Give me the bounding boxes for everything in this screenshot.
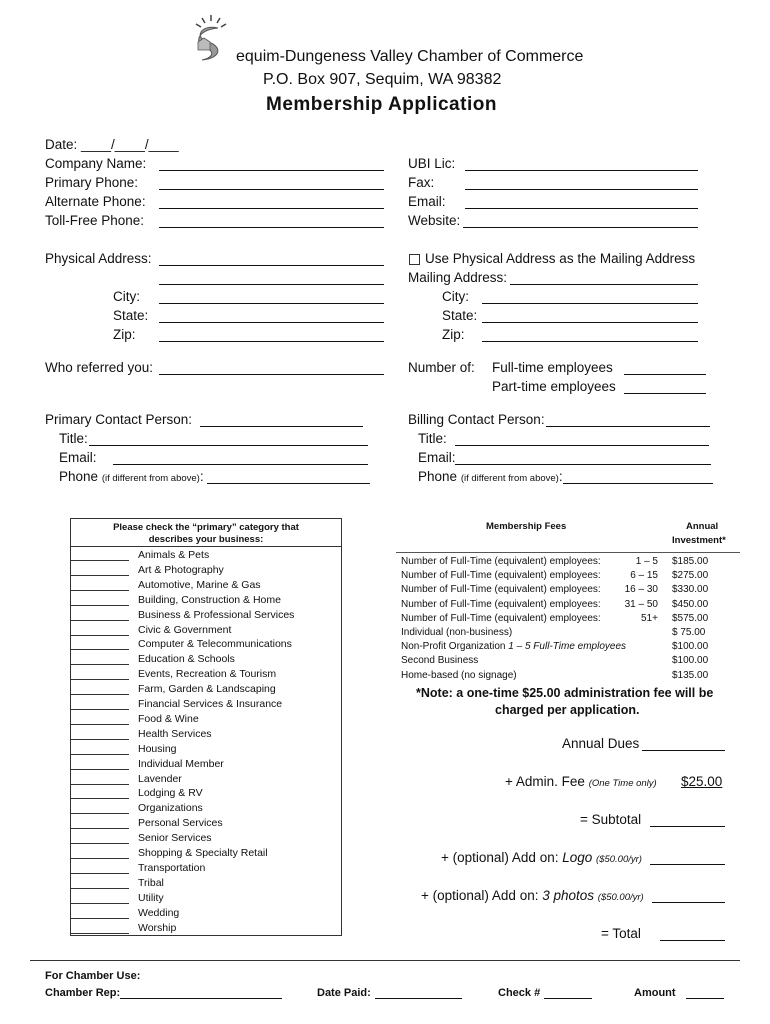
annual-dues-field[interactable] [642, 737, 725, 751]
admin-fee-row [505, 774, 657, 789]
mailing-state-field[interactable] [482, 309, 698, 323]
use-physical-label: Use Physical Address as the Mailing Address [425, 251, 696, 266]
org-address: P.O. Box 907, Sequim, WA 98382 [263, 71, 502, 88]
category-label: Computer & Telecommunications [138, 638, 292, 651]
mailing-city-field[interactable] [482, 290, 698, 304]
billing-contact-field[interactable] [546, 413, 710, 427]
mailing-address-field[interactable] [510, 271, 698, 285]
physical-address-field-2[interactable] [159, 271, 384, 285]
category-checkbox-line[interactable] [71, 635, 129, 636]
fee-label-text: Individual (non-business) [401, 627, 513, 638]
fee-row-label [401, 584, 601, 595]
fee-row-range: 51+ [641, 612, 658, 624]
fee-row-price: $330.00 [672, 584, 709, 596]
fee-row-price: $185.00 [672, 556, 709, 567]
category-checkbox-line[interactable] [71, 798, 129, 799]
category-checkbox-line[interactable] [71, 709, 129, 710]
logo-addon-price: ($50.00/yr) [596, 854, 642, 865]
category-checkbox-line[interactable] [71, 933, 129, 934]
photos-addon-price: ($50.00/yr) [597, 892, 644, 903]
investment-heading: Investment* [672, 535, 726, 546]
fee-label-text: Number of Full-Time (equivalent) employees: [401, 598, 601, 610]
category-checkbox-line[interactable] [71, 620, 129, 621]
billing-email-field[interactable] [455, 451, 711, 465]
fee-row-range: 6 – 15 [630, 570, 658, 582]
category-label: Lavender [138, 772, 182, 785]
category-checkbox-line[interactable] [71, 575, 129, 576]
category-label: Housing [138, 742, 177, 755]
company-name-label: Company Name: [45, 156, 147, 171]
category-checkbox-line[interactable] [71, 769, 129, 770]
zip-label: Zip: [113, 327, 136, 342]
primary-email-label: Email: [59, 450, 97, 465]
referred-label: Who referred you: [45, 360, 154, 375]
fee-row-price: $575.00 [672, 612, 709, 624]
category-label: Art & Photography [138, 563, 224, 576]
category-checkbox-line[interactable] [71, 664, 129, 665]
fee-label-text: Home-based (no signage) [401, 669, 517, 681]
fee-row-label [401, 570, 601, 581]
mailing-zip-label: Zip: [442, 327, 465, 342]
total-field[interactable] [660, 927, 725, 941]
category-checkbox-line[interactable] [71, 724, 129, 725]
category-checkbox-line[interactable] [71, 903, 129, 904]
billing-title-field[interactable] [455, 432, 709, 446]
toll-free-phone-label: Toll-Free Phone: [45, 213, 145, 228]
chamber-use-label: For Chamber Use: [45, 970, 141, 982]
category-label: Automotive, Marine & Gas [138, 578, 261, 591]
ubi-label: UBI Lic: [408, 156, 456, 171]
mailing-address-label: Mailing Address: [408, 270, 508, 285]
alternate-phone-field[interactable] [159, 195, 384, 209]
category-label: Building, Construction & Home [138, 593, 281, 606]
fee-label-text: Number of Full-Time (equivalent) employees: [401, 556, 601, 567]
org-name: equim-Dungeness Valley Chamber of Commerce [236, 48, 584, 65]
category-checkbox-line[interactable] [71, 739, 129, 740]
city-label: City: [113, 289, 140, 304]
annual-dues-label: Annual Dues [562, 736, 640, 751]
logo-addon-item: Logo [562, 850, 593, 865]
fee-row-label [401, 670, 517, 681]
category-box [70, 518, 342, 936]
admin-fee-note: *Note: a one-time $25.00 administration fee will be [416, 686, 714, 700]
category-label: Education & Schools [138, 653, 235, 666]
fee-row-price: $100.00 [672, 641, 709, 653]
category-checkbox-line[interactable] [71, 649, 129, 650]
fee-row-price: $100.00 [672, 655, 709, 667]
fee-row-range: 1 – 5 [635, 556, 658, 567]
amount-label: Amount [634, 987, 676, 999]
billing-contact-label: Billing Contact Person: [408, 412, 545, 427]
company-name-field[interactable] [159, 157, 384, 171]
category-label: Shopping & Specialty Retail [138, 847, 268, 859]
fee-row-price: $275.00 [672, 570, 709, 582]
admin-fee-amount: $25.00 [681, 774, 723, 789]
full-time-field[interactable] [624, 361, 706, 375]
fee-row-price: $ 75.00 [672, 627, 706, 638]
phone-label: Phone [418, 469, 458, 484]
category-label: Farm, Garden & Landscaping [138, 683, 276, 696]
category-label: Senior Services [138, 832, 212, 845]
category-label: Transportation [138, 861, 206, 874]
email-field[interactable] [465, 195, 698, 209]
mailing-city-label: City: [442, 289, 469, 304]
fee-label-text: Number of Full-Time (equivalent) employees: [401, 612, 601, 624]
category-label: Utility [138, 891, 164, 904]
check-label: Check # [498, 987, 541, 999]
date-field[interactable]: Date: ____/____/____ [45, 137, 179, 152]
fax-field[interactable] [465, 176, 698, 190]
admin-fee-note-small: (One Time only) [588, 778, 657, 789]
subtotal-label: = Subtotal [580, 812, 642, 827]
category-checkbox-line[interactable] [71, 873, 129, 874]
photos-addon-item: 3 photos [542, 888, 595, 903]
fee-row-price: $135.00 [672, 669, 709, 681]
category-heading-2: describes your business: [148, 534, 264, 545]
primary-phone-field[interactable] [159, 176, 384, 190]
category-checkbox-line[interactable] [71, 605, 129, 606]
primary-title-label: Title: [59, 431, 88, 446]
category-label: Individual Member [138, 757, 224, 770]
city-field[interactable] [159, 290, 384, 304]
fee-label-text: Non-Profit Organization [401, 641, 506, 653]
physical-address-label: Physical Address: [45, 251, 152, 266]
admin-fee-label: + Admin. Fee [505, 774, 585, 789]
primary-title-field[interactable] [89, 432, 368, 446]
email-label: Email: [408, 194, 446, 209]
category-label: Business & Professional Services [138, 608, 295, 621]
category-label: Health Services [138, 727, 212, 740]
logo-addon-row [441, 850, 642, 865]
annual-heading: Annual [686, 521, 719, 532]
category-checkbox-line[interactable] [71, 754, 129, 755]
fee-row-price: $450.00 [672, 598, 709, 610]
category-checkbox-line[interactable] [71, 560, 129, 561]
part-time-label: Part-time employees [492, 379, 616, 394]
phone-note: (if different from above) [101, 473, 200, 484]
website-label: Website: [408, 213, 461, 228]
fees-heading: Membership Fees [486, 521, 567, 532]
primary-contact-label: Primary Contact Person: [45, 412, 193, 427]
number-of-label: Number of: [408, 360, 475, 375]
category-label: Tribal [138, 876, 164, 889]
billing-title-label: Title: [418, 431, 447, 446]
category-checkbox-line[interactable] [71, 590, 129, 591]
admin-fee-note-2: charged per application. [495, 703, 640, 717]
photos-addon-field[interactable] [652, 889, 725, 903]
fax-label: Fax: [408, 175, 435, 190]
primary-email-field[interactable] [113, 451, 368, 465]
date-paid-label: Date Paid: [317, 987, 371, 999]
category-label: Organizations [138, 802, 203, 815]
fee-row-range: 31 – 50 [624, 598, 658, 610]
fee-row-label [401, 627, 512, 638]
fee-row-label [401, 613, 601, 624]
category-label: Events, Recreation & Tourism [138, 668, 277, 681]
phone-label: Phone [59, 469, 99, 484]
category-checkbox-line[interactable] [71, 828, 129, 829]
billing-contact-phone-field[interactable] [563, 470, 713, 484]
subtotal-field[interactable] [650, 813, 725, 827]
check-field[interactable] [544, 987, 592, 999]
referred-field[interactable] [159, 361, 384, 375]
category-label: Food & Wine [138, 712, 199, 725]
category-checkbox-line[interactable] [71, 679, 129, 680]
alternate-phone-label: Alternate Phone: [45, 194, 146, 209]
photos-addon-row [421, 888, 644, 903]
category-label: Personal Services [138, 817, 223, 830]
fee-label-italic: 1 – 5 Full-Time employees [508, 641, 627, 653]
category-checkbox-line[interactable] [71, 918, 129, 919]
ubi-field[interactable] [465, 157, 698, 171]
date-paid-field[interactable] [375, 987, 462, 999]
category-label: Financial Services & Insurance [138, 698, 283, 710]
fee-label-text: Number of Full-Time (equivalent) employees: [401, 584, 601, 596]
category-label: Animals & Pets [138, 549, 210, 561]
fee-row-label [401, 655, 478, 666]
fee-row-label [401, 599, 601, 610]
fee-row-range: 16 – 30 [624, 584, 658, 596]
photos-addon-prefix: + (optional) Add on: [421, 888, 543, 903]
category-label: Wedding [138, 906, 180, 919]
category-checkbox-line[interactable] [71, 813, 129, 814]
category-checkbox-line[interactable] [71, 694, 129, 695]
primary-phone-contact [59, 469, 204, 484]
category-heading: Please check the “primary” category that [113, 522, 299, 533]
category-checkbox-line[interactable] [71, 843, 129, 844]
state-field[interactable] [159, 309, 384, 323]
chamber-rep-field[interactable] [120, 987, 282, 999]
mailing-zip-field[interactable] [482, 328, 698, 342]
primary-contact-field[interactable] [200, 413, 363, 427]
fee-label-text: Number of Full-Time (equivalent) employees: [401, 570, 601, 582]
primary-contact-phone-field[interactable] [207, 470, 370, 484]
toll-free-phone-field[interactable] [159, 214, 384, 228]
website-field[interactable] [463, 214, 698, 228]
phone-colon: : [558, 469, 563, 484]
mailing-state-label: State: [442, 308, 478, 323]
logo-addon-prefix: + (optional) Add on: [441, 850, 563, 865]
chamber-rep-label: Chamber Rep: [45, 987, 121, 999]
phone-note: (if different from above) [460, 473, 559, 484]
use-physical-checkbox[interactable] [409, 254, 420, 265]
category-checkbox-line[interactable] [71, 888, 129, 889]
total-label: = Total [601, 926, 641, 941]
physical-address-field[interactable] [159, 252, 384, 266]
category-label: Civic & Government [138, 623, 232, 636]
billing-phone-contact [418, 469, 563, 484]
phone-colon: : [199, 469, 204, 484]
primary-phone-label: Primary Phone: [45, 175, 139, 190]
zip-field[interactable] [159, 328, 384, 342]
page-title: Membership Application [266, 94, 497, 115]
category-checkbox-line[interactable] [71, 784, 129, 785]
fee-row-label [401, 556, 601, 567]
fee-row-label [401, 641, 626, 652]
billing-email-label: Email: [418, 450, 456, 465]
category-checkbox-line[interactable] [71, 858, 129, 859]
full-time-label: Full-time employees [492, 360, 613, 375]
fee-label-text: Second Business [401, 655, 479, 667]
category-label: Lodging & RV [138, 787, 203, 800]
logo-addon-field[interactable] [650, 851, 725, 865]
category-label: Worship [138, 921, 177, 934]
chamber-logo [188, 12, 234, 64]
amount-field[interactable] [686, 987, 724, 999]
part-time-field[interactable] [624, 380, 706, 394]
state-label: State: [113, 308, 149, 323]
